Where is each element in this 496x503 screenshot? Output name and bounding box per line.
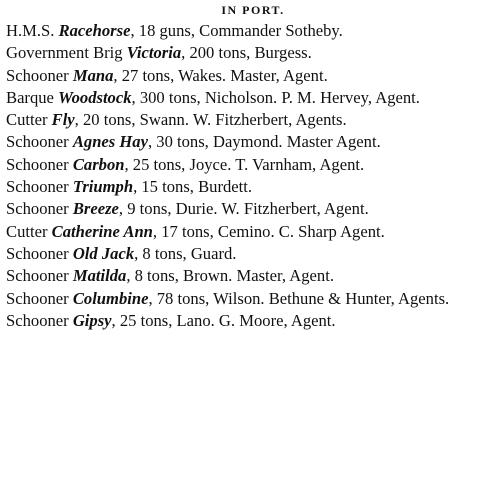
list-item [6,221,490,243]
list-item [6,154,490,176]
vessel-type: Schooner [6,266,73,286]
vessel-details: , 8 tons, Brown. Master, Agent. [126,266,334,286]
list-item [6,65,490,87]
list-item [6,131,490,153]
vessel-type: Schooner [6,65,73,85]
vessel-details: , 27 tons, Wakes. Master, Agent. [113,65,328,85]
vessel-name: Gipsy [72,310,112,330]
shipping-list [6,20,490,332]
list-item [6,42,490,64]
vessel-type: Cutter [6,221,52,241]
vessel-details: , 17 tons, Cemino. C. Sharp Agent. [152,221,385,241]
vessel-name: Matilda [72,266,127,286]
vessel-details: , 300 tons, Nicholson. P. M. Hervey, Agent. [131,87,420,107]
vessel-type: H.M.S. [6,21,59,40]
vessel-name: Old Jack [72,243,135,263]
vessel-type: Cutter [6,110,52,130]
vessel-type: Government Brig [6,43,127,63]
vessel-type: Schooner [6,243,73,263]
vessel-details: , 18 guns, Commander Sotheby. [130,21,343,40]
vessel-name: Mana [72,65,114,85]
list-item [6,109,490,131]
vessel-details: , 25 tons, Joyce. T. Varnham, Agent. [124,154,365,174]
list-item [6,265,490,287]
vessel-name: Fly [51,110,75,130]
vessel-name: Catherine Ann [51,221,153,241]
vessel-type: Schooner [6,310,73,330]
vessel-type: Schooner [6,132,73,152]
vessel-type: Schooner [6,288,73,308]
vessel-name: Racehorse [58,21,131,40]
vessel-name: Triumph [72,177,134,197]
vessel-name: Columbine [72,288,149,308]
vessel-details: , 78 tons, Wilson. Bethune & Hunter, Agents. [148,288,450,308]
vessel-type: Schooner [6,199,73,219]
vessel-details: , 15 tons, Burdett. [133,177,252,197]
vessel-details: , 8 tons, Guard. [134,243,237,263]
vessel-details: , 30 tons, Daymond. Master Agent. [147,132,381,152]
vessel-name: Victoria [126,43,182,63]
section-heading: IN PORT. [221,3,285,17]
vessel-name: Agnes Hay [72,132,148,152]
vessel-details: , 25 tons, Lano. G. Moore, Agent. [111,310,336,330]
list-item [6,243,490,265]
vessel-details: , 20 tons, Swann. W. Fitzherbert, Agents. [74,110,347,130]
vessel-details: , 9 tons, Durie. W. Fitzherbert, Agent. [118,199,369,219]
vessel-type: Barque [6,87,59,107]
list-item [6,176,490,198]
vessel-name: Woodstock [58,87,132,107]
list-item [6,310,490,332]
list-item [6,87,490,109]
list-item [6,20,490,42]
vessel-type: Schooner [6,177,73,197]
list-item [6,288,490,310]
vessel-name: Breeze [72,199,119,219]
vessel-type: Schooner [6,154,73,174]
vessel-name: Carbon [72,154,125,174]
vessel-details: , 200 tons, Burgess. [181,43,312,63]
list-item [6,198,490,220]
